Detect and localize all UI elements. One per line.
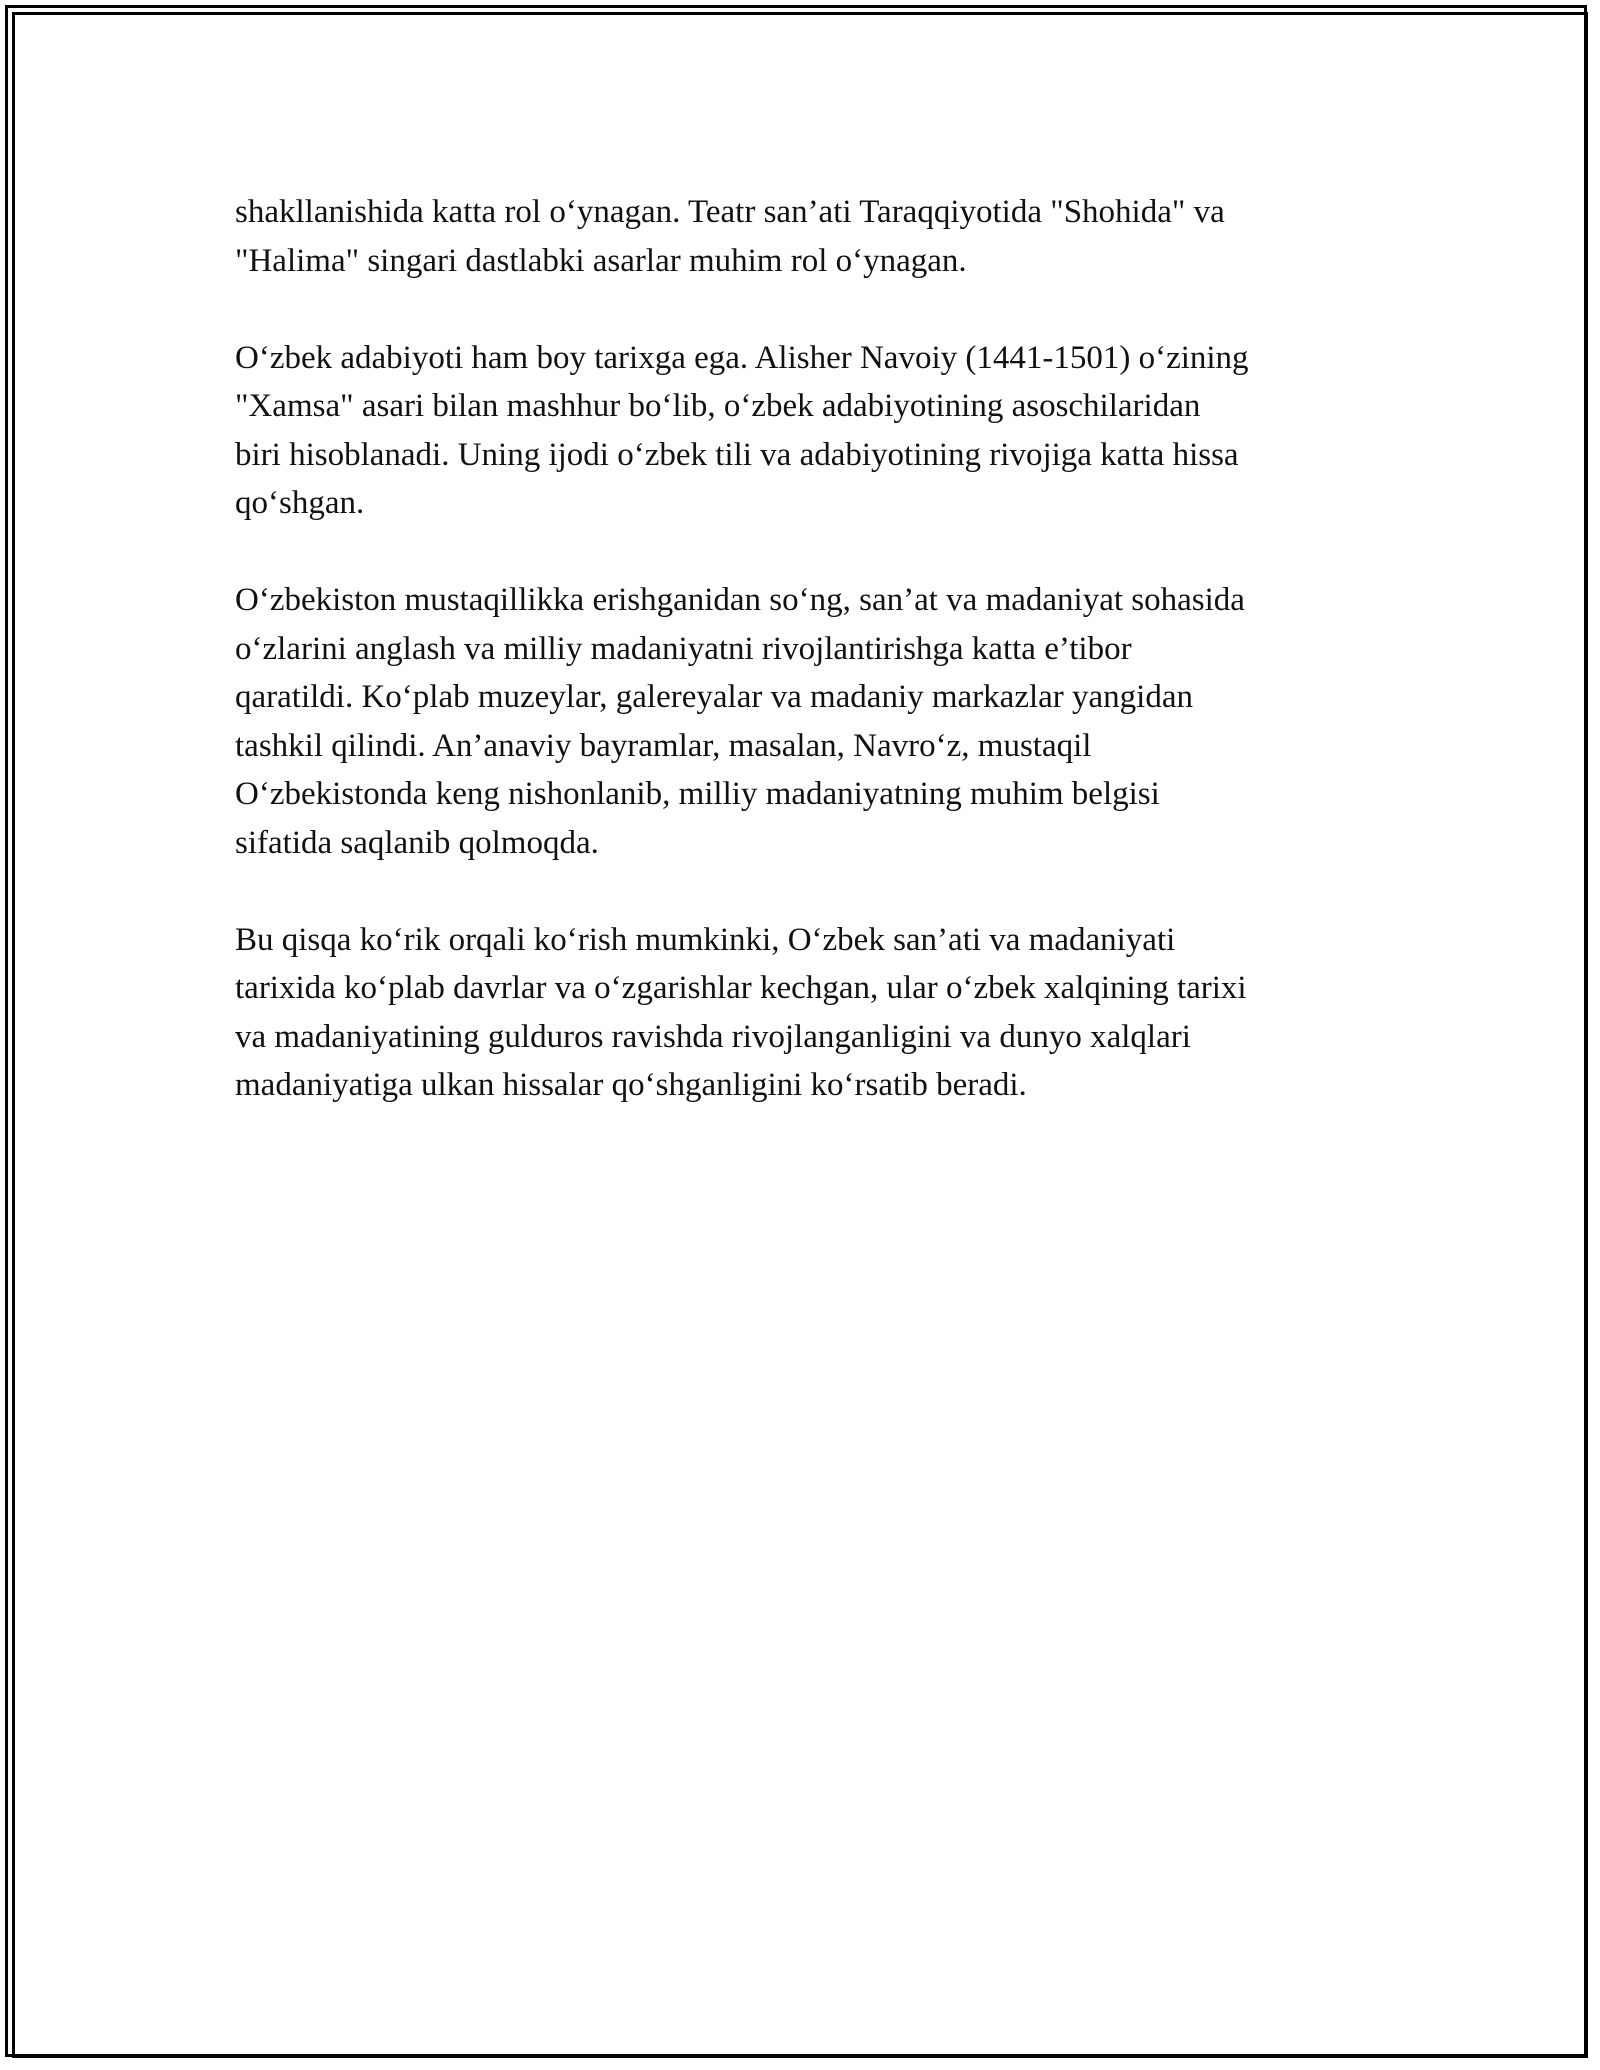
paragraph-line: shakllanishida katta rol o‘ynagan. Teatr san’ati Taraqqiyotida "Shohida" va [235,194,1225,230]
paragraph-line: tarixida ko‘plab davrlar va o‘zgarishlar kechgan, ular o‘zbek xalqining tarixi [235,970,1247,1006]
paragraph-4 [235,916,1375,1110]
paragraph-line: tashkil qilindi. An’anaviy bayramlar, masalan, Navro‘z, mustaqil [235,727,1092,764]
paragraph-line: qo‘shgan. [235,485,365,521]
document-body [235,188,1375,1158]
paragraph-line: O‘zbekistonda keng nishonlanib, milliy madaniyatning muhim belgisi [235,776,1160,812]
paragraph-line: O‘zbek adabiyoti ham boy tarixga ega. Alisher Navoiy (1441-1501) o‘zining [235,339,1249,376]
paragraph-line: va madaniyatining gulduros ravishda rivojlanganligini va dunyo xalqlari [235,1018,1191,1055]
paragraph-line: "Xamsa" asari bilan mashhur bo‘lib, o‘zbek adabiyotining asoschilaridan [235,388,1201,424]
paragraph-2 [235,334,1375,528]
paragraph-1 [235,188,1375,285]
paragraph-line: qaratildi. Ko‘plab muzeylar, galereyalar va madaniy markazlar yangidan [235,679,1193,715]
paragraph-line: madaniyatiga ulkan hissalar qo‘shganligini ko‘rsatib beradi. [235,1067,1027,1103]
paragraph-line: O‘zbekiston mustaqillikka erishganidan so‘ng, san’at va madaniyat sohasida [235,582,1245,618]
paragraph-line: biri hisoblanadi. Uning ijodi o‘zbek tili va adabiyotining rivojiga katta hissa [235,436,1239,473]
paragraph-line: Bu qisqa ko‘rik orqali ko‘rish mumkinki, O‘zbek san’ati va madaniyati [235,921,1176,958]
paragraph-line: sifatida saqlanib qolmoqda. [235,824,599,861]
paragraph-3 [235,576,1375,867]
paragraph-line: o‘zlarini anglash va milliy madaniyatni rivojlantirishga katta e’tibor [235,630,1132,667]
paragraph-line: "Halima" singari dastlabki asarlar muhim rol o‘ynagan. [235,242,967,279]
